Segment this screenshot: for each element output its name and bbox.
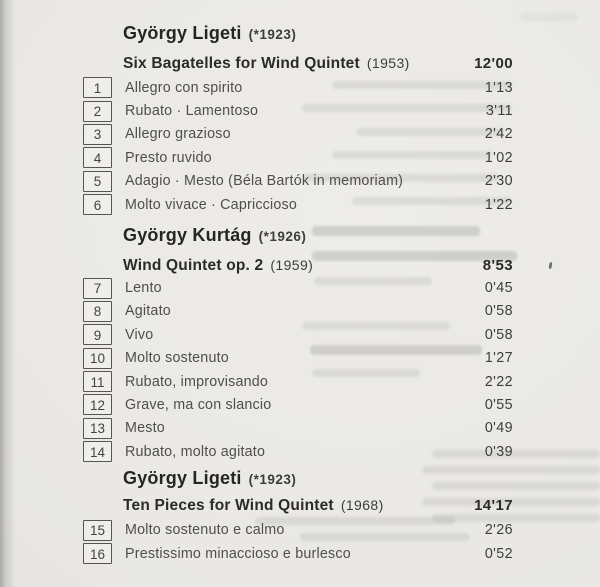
- track-row: [83, 518, 513, 541]
- track-list: [83, 76, 513, 216]
- track-duration: 0'39: [484, 443, 513, 460]
- composer-name: György Ligeti: [123, 468, 242, 489]
- track-number-box: 8: [83, 301, 112, 322]
- track-title: Prestissimo minaccioso e burlesco: [125, 545, 351, 562]
- track-row: [83, 300, 513, 323]
- track-number-box: 15: [83, 520, 112, 541]
- work-title-line: [123, 495, 513, 516]
- track-list: [83, 276, 513, 463]
- track-title: Adagio · Mesto (Béla Bartók in memoriam): [125, 173, 404, 190]
- composer-heading: [123, 224, 513, 248]
- composer-heading: [123, 22, 513, 46]
- track-row: [83, 276, 513, 299]
- track-row: [83, 170, 513, 193]
- track-duration: 0'45: [484, 280, 513, 297]
- track-number-box: 7: [83, 278, 112, 299]
- track-number-box: 9: [83, 324, 112, 345]
- track-title: Rubato, molto agitato: [125, 443, 266, 460]
- track-number-box: 12: [83, 394, 112, 415]
- work-section-ten-pieces: [83, 467, 513, 565]
- work-title: Ten Pieces for Wind Quintet: [123, 497, 334, 515]
- showthrough-line: [520, 13, 578, 21]
- track-duration: 0'58: [484, 326, 513, 343]
- work-total-duration: 8'53: [482, 257, 513, 275]
- composer-dates: (*1923): [248, 27, 297, 42]
- track-row: [83, 440, 513, 463]
- track-title: Molto vivace · Capriccioso: [125, 196, 298, 213]
- track-duration: 0'58: [484, 303, 513, 320]
- composer-dates: (*1923): [248, 472, 297, 488]
- work-title-line: [123, 255, 513, 276]
- track-duration: 1'27: [484, 350, 513, 367]
- track-title: Mesto: [125, 420, 165, 437]
- track-number-box: 1: [83, 77, 112, 98]
- track-row: [83, 393, 513, 416]
- track-row: [83, 146, 513, 169]
- track-duration: 2'42: [484, 126, 513, 143]
- work-section-wind-quintet-op2: [83, 224, 513, 463]
- composer-name: György Ligeti: [123, 23, 242, 43]
- track-title: Agitato: [125, 303, 171, 320]
- track-title: Rubato, improvisando: [125, 373, 269, 390]
- track-row: [83, 193, 513, 216]
- track-number-box: 16: [83, 543, 112, 564]
- track-number-box: 4: [83, 147, 112, 168]
- composer-name: György Kurtág: [123, 225, 252, 246]
- track-duration: 1'02: [484, 149, 513, 166]
- track-title: Grave, ma con slancio: [125, 396, 272, 413]
- track-duration: 2'26: [484, 522, 513, 539]
- track-duration: 3'11: [485, 103, 513, 120]
- track-number-box: 5: [83, 171, 112, 192]
- track-number-box: 14: [83, 441, 112, 462]
- work-total-duration: 12'00: [474, 55, 513, 72]
- work-year: (1968): [340, 497, 384, 514]
- track-duration: 0'55: [484, 396, 513, 413]
- track-title: Allegro con spirito: [125, 79, 243, 96]
- composer-dates: (*1926): [258, 229, 307, 245]
- work-section-six-bagatelles: [83, 0, 513, 216]
- track-number-box: 10: [83, 348, 112, 369]
- track-row: [83, 347, 513, 370]
- work-title: Wind Quintet op. 2: [123, 257, 264, 275]
- track-title: Molto sostenuto e calmo: [125, 522, 285, 539]
- track-row: [83, 370, 513, 393]
- work-year: (1953): [366, 55, 410, 71]
- work-title: Six Bagatelles for Wind Quintet: [123, 55, 360, 72]
- track-number-box: 6: [83, 194, 112, 215]
- track-row: [83, 323, 513, 346]
- work-total-duration: 14'17: [474, 497, 513, 515]
- track-title: Lento: [125, 280, 162, 297]
- tracklist-page: [83, 0, 513, 565]
- print-speck: [548, 262, 552, 269]
- track-duration: 0'52: [484, 545, 513, 562]
- track-duration: 0'49: [484, 420, 513, 437]
- track-row: [83, 123, 513, 146]
- track-number-box: 2: [83, 101, 112, 122]
- track-title: Rubato · Lamentoso: [125, 103, 259, 120]
- track-duration: 2'30: [484, 173, 513, 190]
- track-number-box: 13: [83, 418, 112, 439]
- track-duration: 1'22: [484, 196, 513, 213]
- track-title: Molto sostenuto: [125, 350, 229, 367]
- track-duration: 1'13: [484, 79, 513, 96]
- track-number-box: 11: [83, 371, 112, 392]
- page-spine-shadow: [0, 0, 16, 587]
- work-year: (1959): [270, 257, 314, 274]
- composer-heading: [123, 467, 513, 491]
- track-row: [83, 76, 513, 99]
- track-title: Allegro grazioso: [125, 126, 231, 143]
- track-title: Vivo: [125, 326, 154, 343]
- track-title: Presto ruvido: [125, 149, 212, 166]
- work-title-line: [123, 53, 513, 74]
- track-list: [83, 518, 513, 565]
- track-row: [83, 99, 513, 122]
- track-row: [83, 417, 513, 440]
- track-number-box: 3: [83, 124, 112, 145]
- track-row: [83, 542, 513, 565]
- track-duration: 2'22: [484, 373, 513, 390]
